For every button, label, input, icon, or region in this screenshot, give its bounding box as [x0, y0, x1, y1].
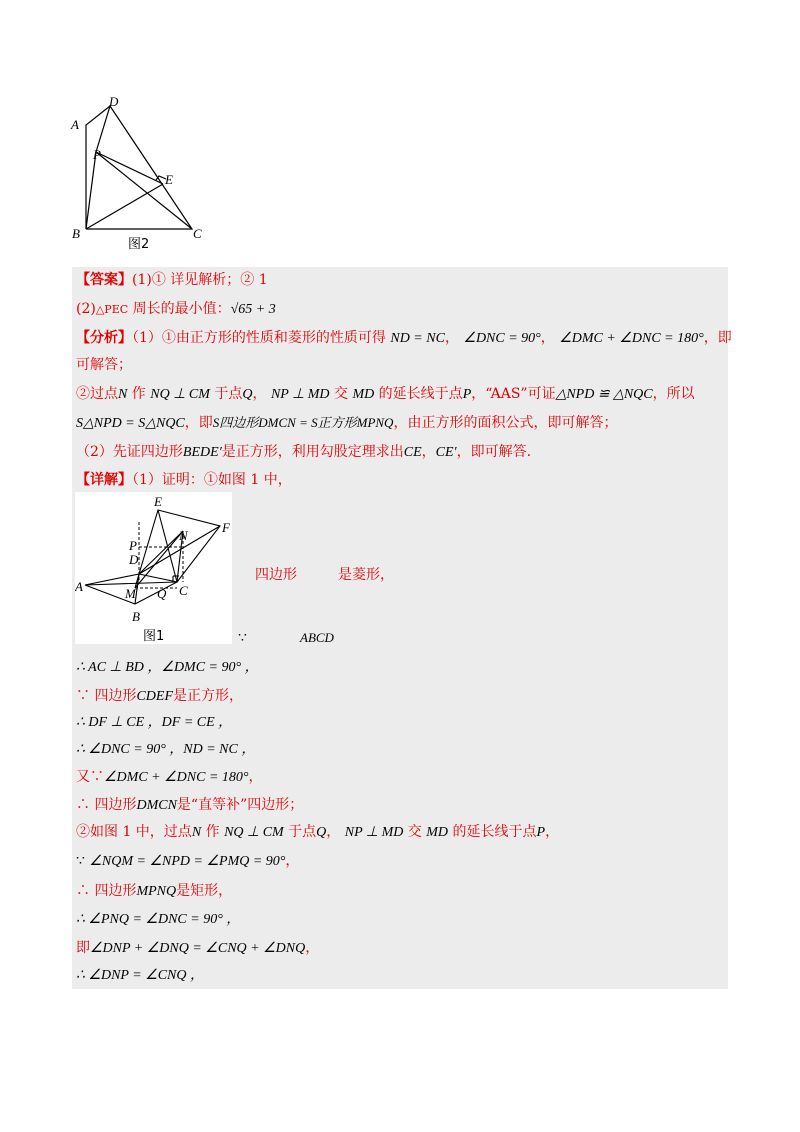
- detail-line-8: ∵ ∠NQM = ∠NPD = ∠PMQ = 90°，: [76, 853, 300, 869]
- fig2-label-e: E: [165, 172, 173, 187]
- answer-line-1: 【答案】(1)① 详见解析；② 1: [76, 272, 268, 288]
- answer-line-2: (2)△PEC 周长的最小值：√65 + 3: [76, 301, 276, 317]
- analysis-line-2: ②过点N 作 NQ ⊥ CM 于点Q， NP ⊥ MD 交 MD 的延长线于点P，“AAS”可证△NPD ≌ △NQC，所以: [76, 386, 695, 402]
- fig1-label-d: D: [129, 552, 139, 567]
- fig2-caption: 图2: [128, 237, 150, 252]
- side-text-1: 四边形: [255, 567, 297, 583]
- detail-line-7: ②如图 1 中，过点N 作 NQ ⊥ CM 于点Q， NP ⊥ MD 交 MD 的延长线于点P，: [76, 824, 560, 840]
- analysis-line-3: S△NPD = S△NQC，即S四边形DMCN = S正方形MPNQ，由正方形的面积公式，即可解答；: [76, 415, 618, 431]
- detail-line-6: ∴ 四边形DMCN是“直等补”四边形；: [76, 797, 304, 813]
- fig1-label-c: C: [179, 583, 188, 598]
- fig2-label-p: P: [93, 147, 101, 162]
- detail-line-2: ∵ 四边形CDEF是正方形，: [76, 688, 244, 704]
- figure-1-diagram: [75, 492, 232, 644]
- fig1-label-p: P: [129, 538, 137, 553]
- fig2-label-b: B: [72, 226, 80, 241]
- side-text-2: 是菱形，: [338, 567, 394, 583]
- fig1-label-b: B: [132, 609, 140, 624]
- figure-2-diagram: [60, 92, 230, 252]
- detail-line-12: ∴ ∠DNP = ∠CNQ ，: [76, 968, 204, 983]
- detail-line-1: ∴ AC ⊥ BD ，∠DMC = 90° ，: [76, 660, 259, 675]
- fig1-label-m: M: [125, 586, 136, 601]
- analysis-line-1b: 可解答；: [76, 357, 132, 373]
- fig1-label-n: N: [179, 528, 188, 543]
- detail-line-10: ∴ ∠PNQ = ∠DNC = 90° ，: [76, 912, 241, 927]
- detail-line-9: ∴ 四边形MPNQ是矩形，: [76, 883, 233, 899]
- fig2-label-c: C: [193, 226, 202, 241]
- detail-line-4: ∴ ∠DNC = 90° ，ND = NC ，: [76, 742, 256, 757]
- fig1-label-a: A: [75, 579, 83, 594]
- analysis-line-4: （2）先证四边形BEDE′是正方形，利用勾股定理求出CE，CE′，即可解答.: [76, 444, 532, 460]
- fig1-label-q: Q: [157, 586, 167, 601]
- fig1-caption: 图1: [143, 629, 165, 644]
- abcd-label: ABCD: [300, 630, 334, 645]
- fig2-label-d: D: [109, 94, 119, 109]
- detail-line-11: 即∠DNP + ∠DNQ = ∠CNQ + ∠DNQ，: [76, 940, 320, 956]
- fig2-label-a: A: [71, 117, 79, 132]
- detail-intro: 【详解】（1）证明：①如图 1 中，: [76, 472, 292, 488]
- detail-line-5: 又∵∠DMC + ∠DNC = 180°，: [76, 769, 263, 785]
- fig1-label-e: E: [154, 494, 162, 509]
- analysis-line-1: 【分析】（1）①由正方形的性质和菱形的性质可得 ND = NC， ∠DNC = 90°， ∠DMC + ∠DNC = 180°，即: [76, 330, 732, 346]
- because-symbol: ∵: [238, 630, 247, 646]
- detail-line-3: ∴ DF ⊥ CE ，DF = CE ，: [76, 715, 233, 730]
- fig1-label-f: F: [222, 520, 230, 535]
